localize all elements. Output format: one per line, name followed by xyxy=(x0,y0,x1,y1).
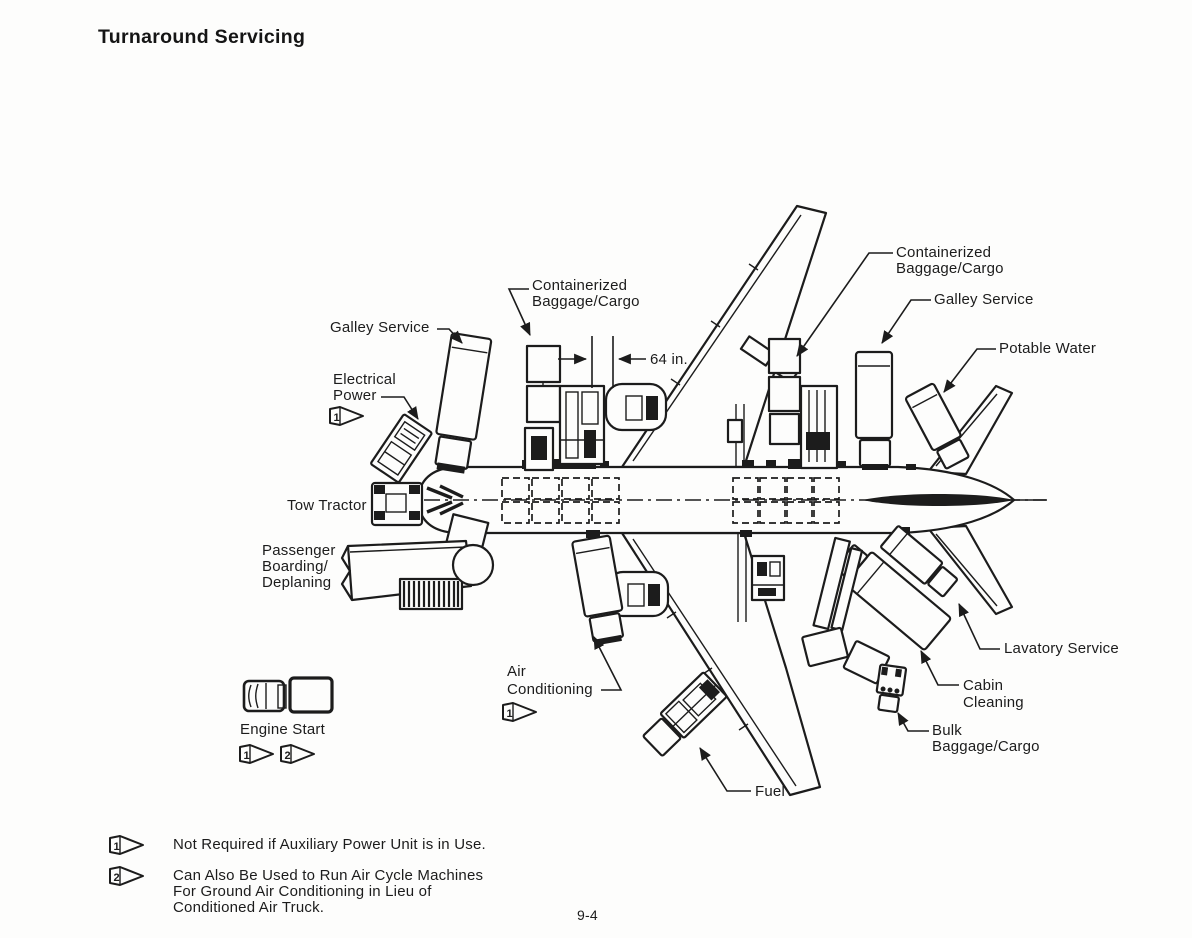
label-potable-water: Potable Water xyxy=(999,340,1097,357)
bulk-baggage-tractor xyxy=(874,664,906,712)
flag-engine-start-1 xyxy=(240,745,273,763)
label-air-conditioning-1: Air xyxy=(507,663,526,680)
label-fuel: Fuel xyxy=(755,783,785,800)
label-engine-start: Engine Start xyxy=(240,721,325,738)
dimension-label: 64 in. xyxy=(650,351,688,368)
flag-footnote-2 xyxy=(110,867,143,885)
label-electrical-power-2: Power xyxy=(333,387,377,404)
page-number: 9-4 xyxy=(577,907,598,923)
label-containerized-aft-2: Baggage/Cargo xyxy=(896,260,1004,277)
label-passenger-boarding-1: Passenger xyxy=(262,542,336,559)
flag-footnote-1 xyxy=(110,836,143,854)
flag-digit: 1 xyxy=(506,708,513,720)
fuel-truck xyxy=(640,672,727,758)
engine-start-legend xyxy=(240,678,332,763)
flag-engine-start-2 xyxy=(281,745,314,763)
flag-electrical-power xyxy=(330,407,363,425)
electrical-power-cart xyxy=(370,414,432,483)
label-cabin-cleaning-1: Cabin xyxy=(963,677,1004,694)
label-passenger-boarding-2: Boarding/ xyxy=(262,558,329,575)
page-title: Turnaround Servicing xyxy=(98,26,306,48)
tow-tractor xyxy=(372,483,422,525)
forward-container-train xyxy=(525,346,560,470)
flag-digit: 1 xyxy=(333,412,340,424)
forward-container-loader xyxy=(560,386,604,464)
label-lavatory-service: Lavatory Service xyxy=(1004,640,1119,657)
passenger-boarding-bridge xyxy=(342,514,493,609)
label-containerized-fwd-1: Containerized xyxy=(532,277,628,294)
label-tow-tractor: Tow Tractor xyxy=(287,497,367,514)
flag-digit: 2 xyxy=(284,750,291,762)
footnote-2-line-3: Conditioned Air Truck. xyxy=(173,899,325,916)
label-bulk-baggage-2: Baggage/Cargo xyxy=(932,738,1040,755)
flag-digit: 1 xyxy=(243,750,250,762)
galley-truck-forward xyxy=(431,333,492,475)
galley-truck-aft xyxy=(856,352,892,470)
cleaning-cart-1 xyxy=(802,628,848,667)
footnote-2-line-2: For Ground Air Conditioning in Lieu of xyxy=(173,883,432,900)
flag-air-conditioning xyxy=(503,703,536,721)
air-conditioning-truck xyxy=(572,535,628,646)
right-engine xyxy=(606,384,666,430)
label-galley-service-fwd: Galley Service xyxy=(330,319,430,336)
footnotes xyxy=(110,836,486,916)
label-cabin-cleaning-2: Cleaning xyxy=(963,694,1024,711)
dimension-64in xyxy=(558,336,688,388)
footnote-1-text: Not Required if Auxiliary Power Unit is in Use. xyxy=(173,836,486,853)
label-passenger-boarding-3: Deplaning xyxy=(262,574,332,591)
label-electrical-power-1: Electrical xyxy=(333,371,396,388)
flag-digit: 2 xyxy=(113,872,120,884)
label-galley-service-aft: Galley Service xyxy=(934,291,1034,308)
flag-digit: 1 xyxy=(113,841,120,853)
aft-container-train xyxy=(769,339,800,444)
label-bulk-baggage-1: Bulk xyxy=(932,722,962,739)
label-containerized-fwd-2: Baggage/Cargo xyxy=(532,293,640,310)
label-containerized-aft-1: Containerized xyxy=(896,244,992,261)
label-air-conditioning-2: Conditioning xyxy=(507,681,593,698)
footnote-2-line-1: Can Also Be Used to Run Air Cycle Machines xyxy=(173,867,484,884)
